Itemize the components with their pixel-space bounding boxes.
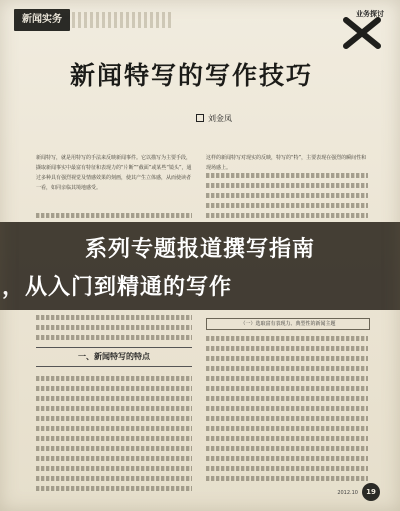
banner-title-line2: ，从入门到精通的写作 (2, 275, 233, 300)
left-column-upper-body (36, 315, 192, 345)
text-line (206, 173, 368, 178)
text-line (36, 325, 192, 330)
left-section-heading: 一、新闻特写的特点 (78, 352, 150, 361)
text-line (206, 446, 368, 451)
text-line (206, 366, 368, 371)
section-rule-bottom (36, 366, 192, 367)
text-line (36, 446, 192, 451)
left-column-intro (36, 153, 192, 223)
text-line (36, 396, 192, 401)
text-line (36, 476, 192, 481)
text-line (36, 315, 192, 320)
left-column-body (36, 376, 192, 496)
author-line (196, 113, 232, 124)
text-line (206, 426, 368, 431)
text-line (36, 456, 192, 461)
right-column-intro (206, 153, 368, 223)
text-line (206, 183, 368, 188)
text-line (206, 466, 368, 471)
text-line (36, 486, 192, 491)
text-line (206, 193, 368, 198)
text-line (36, 386, 192, 391)
text-line (36, 426, 192, 431)
text-line (36, 466, 192, 471)
text-line (206, 203, 368, 208)
text-line (36, 335, 192, 340)
text-line (206, 213, 368, 218)
right-column-body (206, 336, 368, 486)
text-line (36, 213, 192, 218)
text-line (206, 376, 368, 381)
text-line (206, 476, 368, 481)
section-rule-top (36, 347, 192, 348)
issue-date: 2012.10 (337, 490, 358, 496)
text-line (206, 386, 368, 391)
right-intro-text: 这样的新闻特写对现实的反映，特写的“特”，主要表现在强烈的瞬间性和现场感上。 (206, 155, 367, 171)
text-line (36, 406, 192, 411)
author-name: 刘金凤 (208, 114, 232, 123)
text-line (206, 346, 368, 351)
page-number-badge: 19 (362, 483, 380, 501)
article-title: 新闻特写的写作技巧 (70, 61, 314, 90)
right-section-heading: （一）选取富有表现力、典型性的新闻主题 (206, 318, 370, 330)
text-line (36, 376, 192, 381)
masthead-decoration (72, 12, 172, 28)
masthead-logo: 新闻实务 (14, 9, 70, 31)
text-line (206, 336, 368, 341)
text-line (206, 436, 368, 441)
text-line (206, 416, 368, 421)
section-tag: 业务探讨 (356, 10, 384, 18)
corner-logo-icon (342, 14, 382, 50)
text-line (36, 416, 192, 421)
text-line (206, 406, 368, 411)
text-line (36, 436, 192, 441)
text-line (206, 456, 368, 461)
left-intro-text: 新闻特写，就是用特写的手法来反映新闻事件。它以描写为主要手段，撷取新闻事实中最富有特征和表现力的“片断”“截面”或某些“镜头”，通过多种具有强烈视觉及情感效果的刻画，使其产生立体感，从而使读者一看，如同亲临其境地感受。 (36, 155, 192, 191)
text-line (206, 356, 368, 361)
author-marker-icon (196, 114, 204, 122)
text-line (206, 396, 368, 401)
banner-title-line1: 系列专题报道撰写指南 (84, 237, 315, 262)
